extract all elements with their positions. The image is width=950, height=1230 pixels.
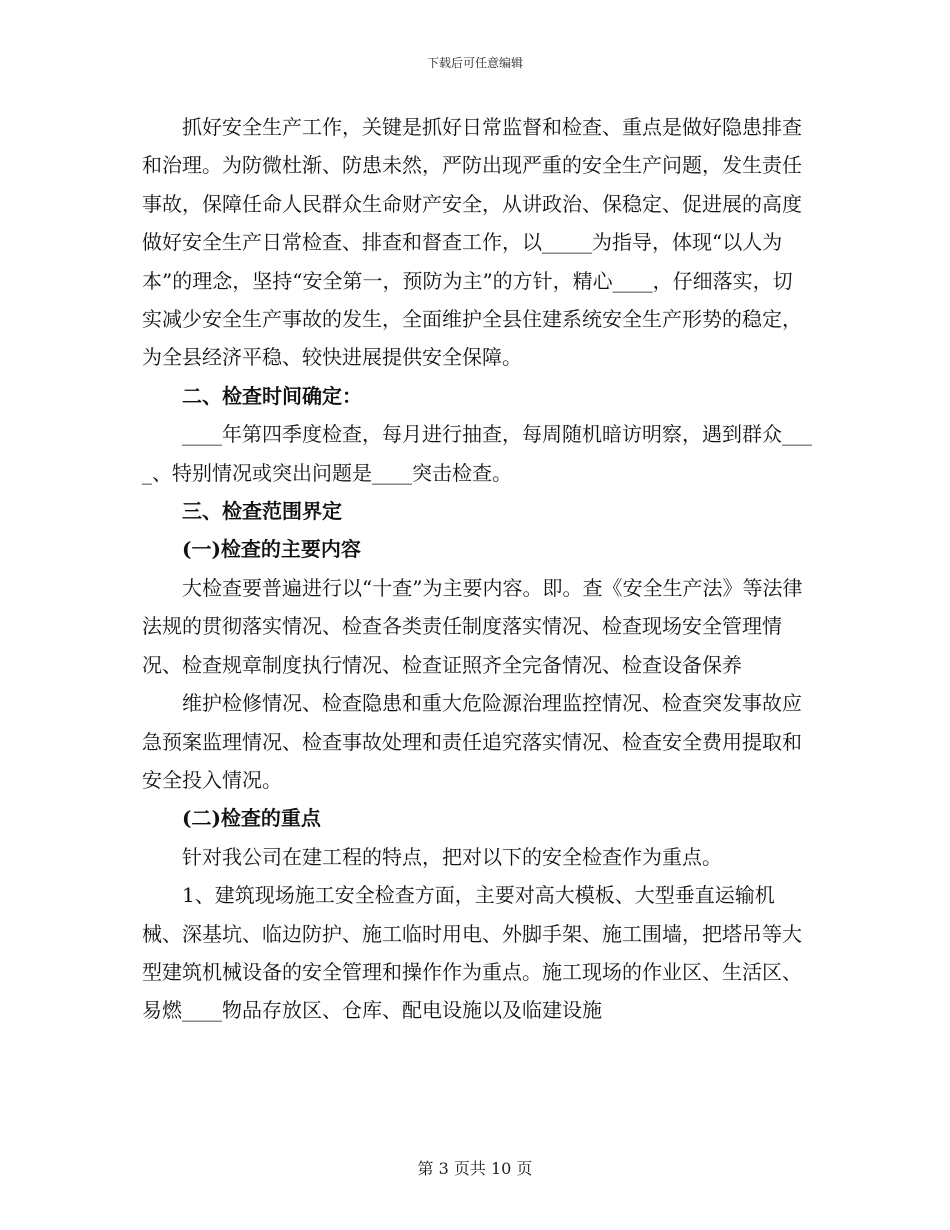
paragraph-content-2: 维护检修情况、检查隐患和重大危险源治理监控情况、检查突发事故应急预案监理情况、检查事故处理和责任追究落实情况、检查安全费用提取和安全投入情况。	[142, 691, 802, 792]
paragraph-time: ____年第四季度检查，每月进行抽查，每周随机暗访明察，遇到群众____、特别情况或突出问题是____突击检查。	[142, 422, 812, 485]
paragraph-intro: 抓好安全生产工作，关键是抓好日常监督和检查、重点是做好隐患排查和治理。为防微杜渐、防患未然，严防出现严重的安全生产问题，发生责任事故，保障任命人民群众生命财产安全，从讲政治、保稳定、促进展的高度做好安全生产日常检查、排查和督查工作，以_____为指导，体现“以人为本”的理念，坚持“安全第一，预防为主”的方针，精心____，仔细落实，切实减少安全生产事故的发生，全面维护全县住建系统安全生产形势的稳定，为全县经济平稳、较快进展提供安全保障。	[142, 115, 802, 370]
document-body	[142, 108, 812, 1030]
section-heading-scope: 三、检查范围界定	[182, 499, 342, 524]
section-heading-time: 二、检查时间确定：	[182, 383, 362, 408]
subsection-heading-content: (一)检查的主要内容	[182, 537, 361, 562]
page-header: 下载后可任意编辑	[426, 56, 523, 70]
paragraph-content-1: 大检查要普遍进行以“十查”为主要内容。即。查《安全生产法》等法律法规的贯彻落实情况、检查各类责任制度落实情况、检查现场安全管理情况、检查规章制度执行情况、检查证照齐全完备情况、检查设备保养	[142, 575, 803, 677]
paragraph-focus-intro: 针对我公司在建工程的特点，把对以下的安全检查作为重点。	[182, 844, 722, 869]
page-footer: 第 3 页共 10 页	[417, 1159, 533, 1178]
subsection-heading-focus: (二)检查的重点	[182, 806, 321, 831]
paragraph-focus-1: 1、建筑现场施工安全检查方面，主要对高大模板、大型垂直运输机械、深基坑、临边防护、施工临时用电、外脚手架、施工围墙，把塔吊等大型建筑机械设备的安全管理和操作作为重点。施工现场的作业区、生活区、易燃____物品存放区、仓库、配电设施以及临建设施	[142, 883, 802, 1023]
